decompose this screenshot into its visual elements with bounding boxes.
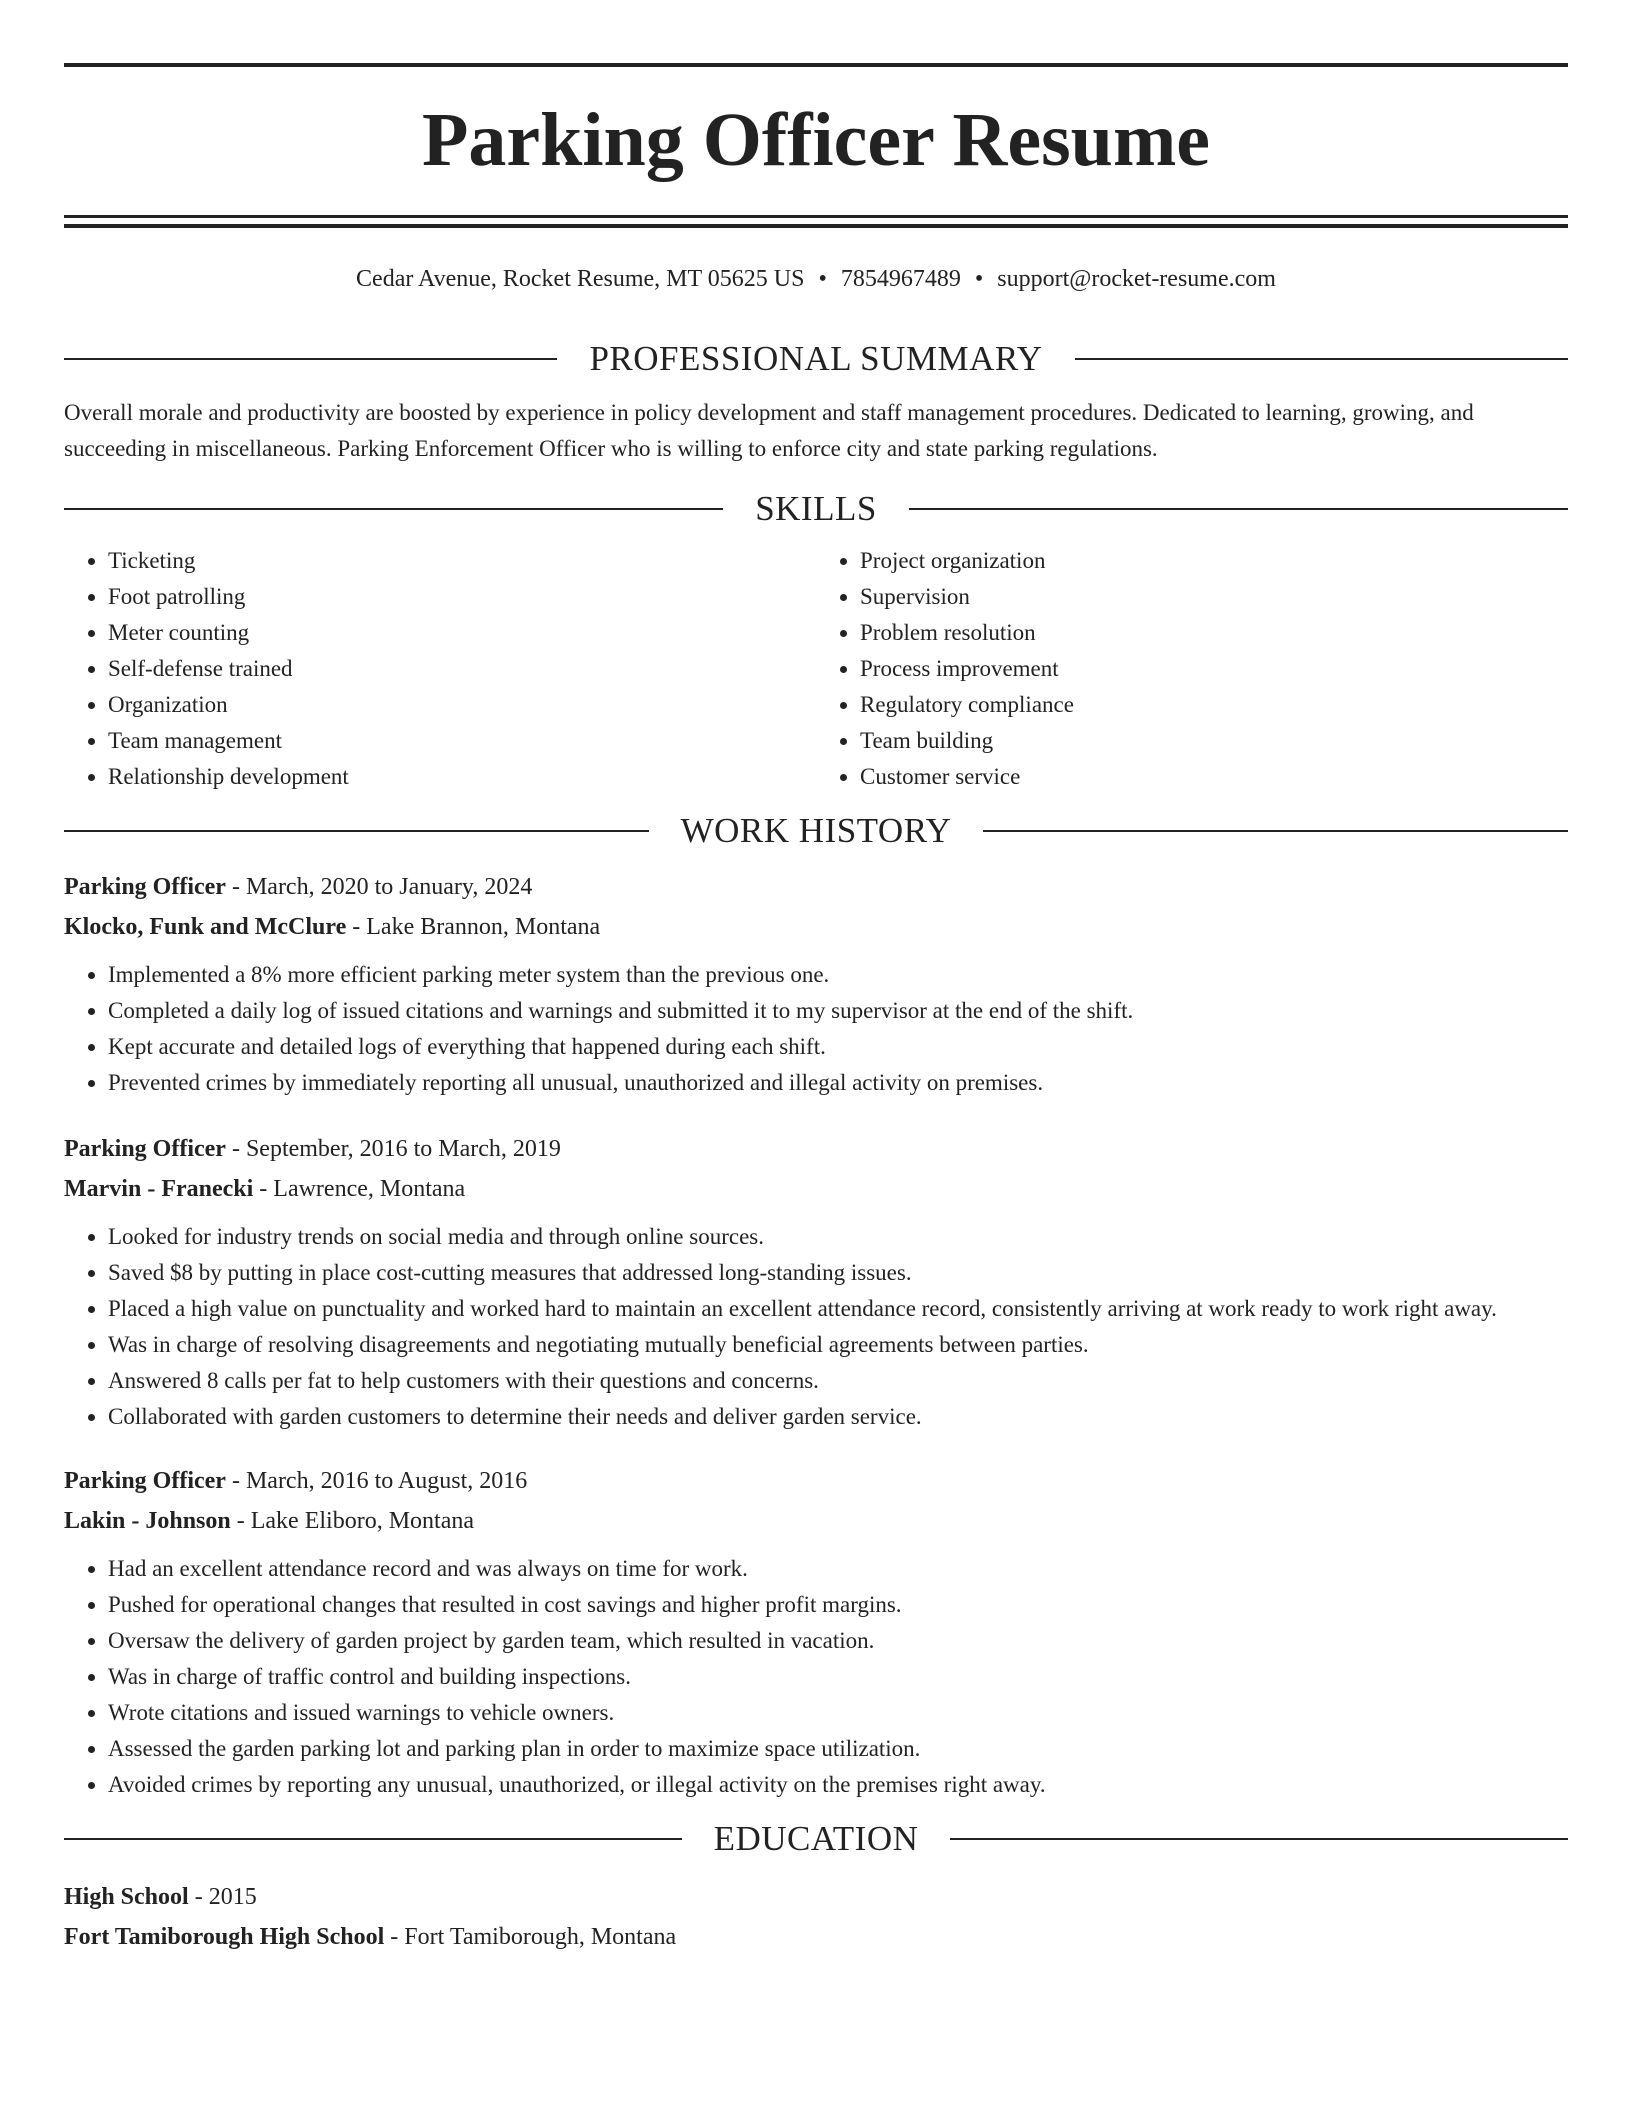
job-bullet: • Answered 8 calls per fat to help customers with their questions and concerns. [108, 1363, 1568, 1399]
job-title: Parking Officer [64, 1468, 226, 1494]
job-bullet: • Avoided crimes by reporting any unusual, unauthorized, or illegal activity on the premises right away. [108, 1767, 1568, 1803]
job-title: Parking Officer [64, 1136, 226, 1162]
education-year: - 2015 [188, 1884, 257, 1910]
summary-text: Overall morale and productivity are boosted by experience in policy development and staff management procedures. Dedicated to learning, growing, and succeeding in miscellaneous. Parking Enforcement Officer who is willing to enforce city and state parking regulations. [64, 400, 1474, 461]
job-bullet: • Wrote citations and issued warnings to vehicle owners. [108, 1695, 1568, 1731]
summary-heading-label: PROFESSIONAL SUMMARY [589, 339, 1043, 378]
resume-page [64, 0, 1568, 1957]
skill-item: • Foot patrolling [108, 579, 816, 615]
job-title-line [64, 867, 1568, 907]
skill-item: • Customer service [860, 759, 1568, 795]
job-company-line [64, 1169, 1568, 1209]
job-bullet: • Was in charge of traffic control and building inspections. [108, 1659, 1568, 1695]
skills-heading-label: SKILLS [755, 489, 877, 528]
job-bullet: • Pushed for operational changes that resulted in cost savings and higher profit margins. [108, 1587, 1568, 1623]
job-bullet: • Placed a high value on punctuality and worked hard to maintain an excellent attendance record, consistently arriving at work ready to work right away. [108, 1291, 1568, 1327]
page-title: Parking Officer Resume [422, 98, 1210, 182]
job-title-line [64, 1129, 1568, 1169]
skill-item: • Organization [108, 687, 816, 723]
education-degree-line [64, 1877, 1568, 1917]
contact-email: support@rocket-resume.com [997, 266, 1276, 292]
skill-item: • Ticketing [108, 543, 816, 579]
job-bullets [64, 1219, 1568, 1435]
job-title: Parking Officer [64, 874, 226, 900]
job-bullet: • Oversaw the delivery of garden project by garden team, which resulted in vacation. [108, 1623, 1568, 1659]
skill-item: • Supervision [860, 579, 1568, 615]
job-bullets [64, 1551, 1568, 1803]
job-bullet: • Had an excellent attendance record and was always on time for work. [108, 1551, 1568, 1587]
job-bullet: • Collaborated with garden customers to determine their needs and deliver garden service. [108, 1399, 1568, 1435]
skill-item: • Team building [860, 723, 1568, 759]
skill-item: • Meter counting [108, 615, 816, 651]
job-bullet: • Was in charge of resolving disagreements and negotiating mutually beneficial agreements between parties. [108, 1327, 1568, 1363]
contact-phone: 7854967489 [840, 266, 961, 292]
job-bullet: • Assessed the garden parking lot and parking plan in order to maximize space utilization. [108, 1731, 1568, 1767]
contact-separator: • [818, 266, 827, 292]
job-bullet: • Implemented a 8% more efficient parking meter system than the previous one. [108, 957, 1568, 993]
skills-column-left [64, 543, 816, 795]
job-location: - Lawrence, Montana [253, 1176, 466, 1202]
education-school-line [64, 1917, 1568, 1957]
skill-item: • Team management [108, 723, 816, 759]
skills-list [64, 543, 1568, 795]
top-rule [64, 63, 1568, 67]
job-entry [64, 1461, 1568, 1803]
contact-address: Cedar Avenue, Rocket Resume, MT 05625 US [356, 266, 805, 292]
job-location: - Lake Eliboro, Montana [230, 1508, 475, 1534]
job-company: Klocko, Funk and McClure [64, 914, 347, 940]
work-section-heading [64, 809, 1568, 853]
education-degree: High School [64, 1884, 189, 1910]
job-title-line [64, 1461, 1568, 1501]
skills-column-right [816, 543, 1568, 795]
skills-section-heading [64, 487, 1568, 531]
education-school: Fort Tamiborough High School [64, 1924, 385, 1950]
job-dates: - March, 2020 to January, 2024 [225, 874, 533, 900]
education-location: - Fort Tamiborough, Montana [384, 1924, 677, 1950]
summary-section-heading [64, 337, 1568, 381]
job-location: - Lake Brannon, Montana [346, 914, 601, 940]
skill-item: • Regulatory compliance [860, 687, 1568, 723]
contact-line [64, 263, 1568, 295]
job-bullet: • Saved $8 by putting in place cost-cutting measures that addressed long-standing issues. [108, 1255, 1568, 1291]
skill-item: • Process improvement [860, 651, 1568, 687]
job-entry [64, 1129, 1568, 1435]
job-bullet: • Kept accurate and detailed logs of everything that happened during each shift. [108, 1029, 1568, 1065]
job-company-line [64, 907, 1568, 947]
job-bullet: • Looked for industry trends on social media and through online sources. [108, 1219, 1568, 1255]
education-entry [64, 1877, 1568, 1957]
skill-item: • Problem resolution [860, 615, 1568, 651]
contact-separator: • [974, 266, 984, 292]
job-bullets [64, 957, 1568, 1101]
job-entry [64, 867, 1568, 1101]
job-dates: - March, 2016 to August, 2016 [225, 1468, 528, 1494]
job-company: Lakin - Johnson [64, 1508, 231, 1534]
education-heading-label: EDUCATION [713, 1819, 919, 1858]
job-company-line [64, 1501, 1568, 1541]
skill-item: • Relationship development [108, 759, 816, 795]
job-company: Marvin - Franecki [64, 1176, 254, 1202]
job-bullet: • Prevented crimes by immediately reporting all unusual, unauthorized and illegal activity on premises. [108, 1065, 1568, 1101]
skill-item: • Self-defense trained [108, 651, 816, 687]
job-bullet: • Completed a daily log of issued citations and warnings and submitted it to my supervisor at the end of the shift. [108, 993, 1568, 1029]
education-section-heading [64, 1817, 1568, 1861]
job-dates: - September, 2016 to March, 2019 [225, 1136, 561, 1162]
work-heading-label: WORK HISTORY [680, 811, 952, 850]
skill-item: • Project organization [860, 543, 1568, 579]
title-double-rule [64, 215, 1568, 228]
